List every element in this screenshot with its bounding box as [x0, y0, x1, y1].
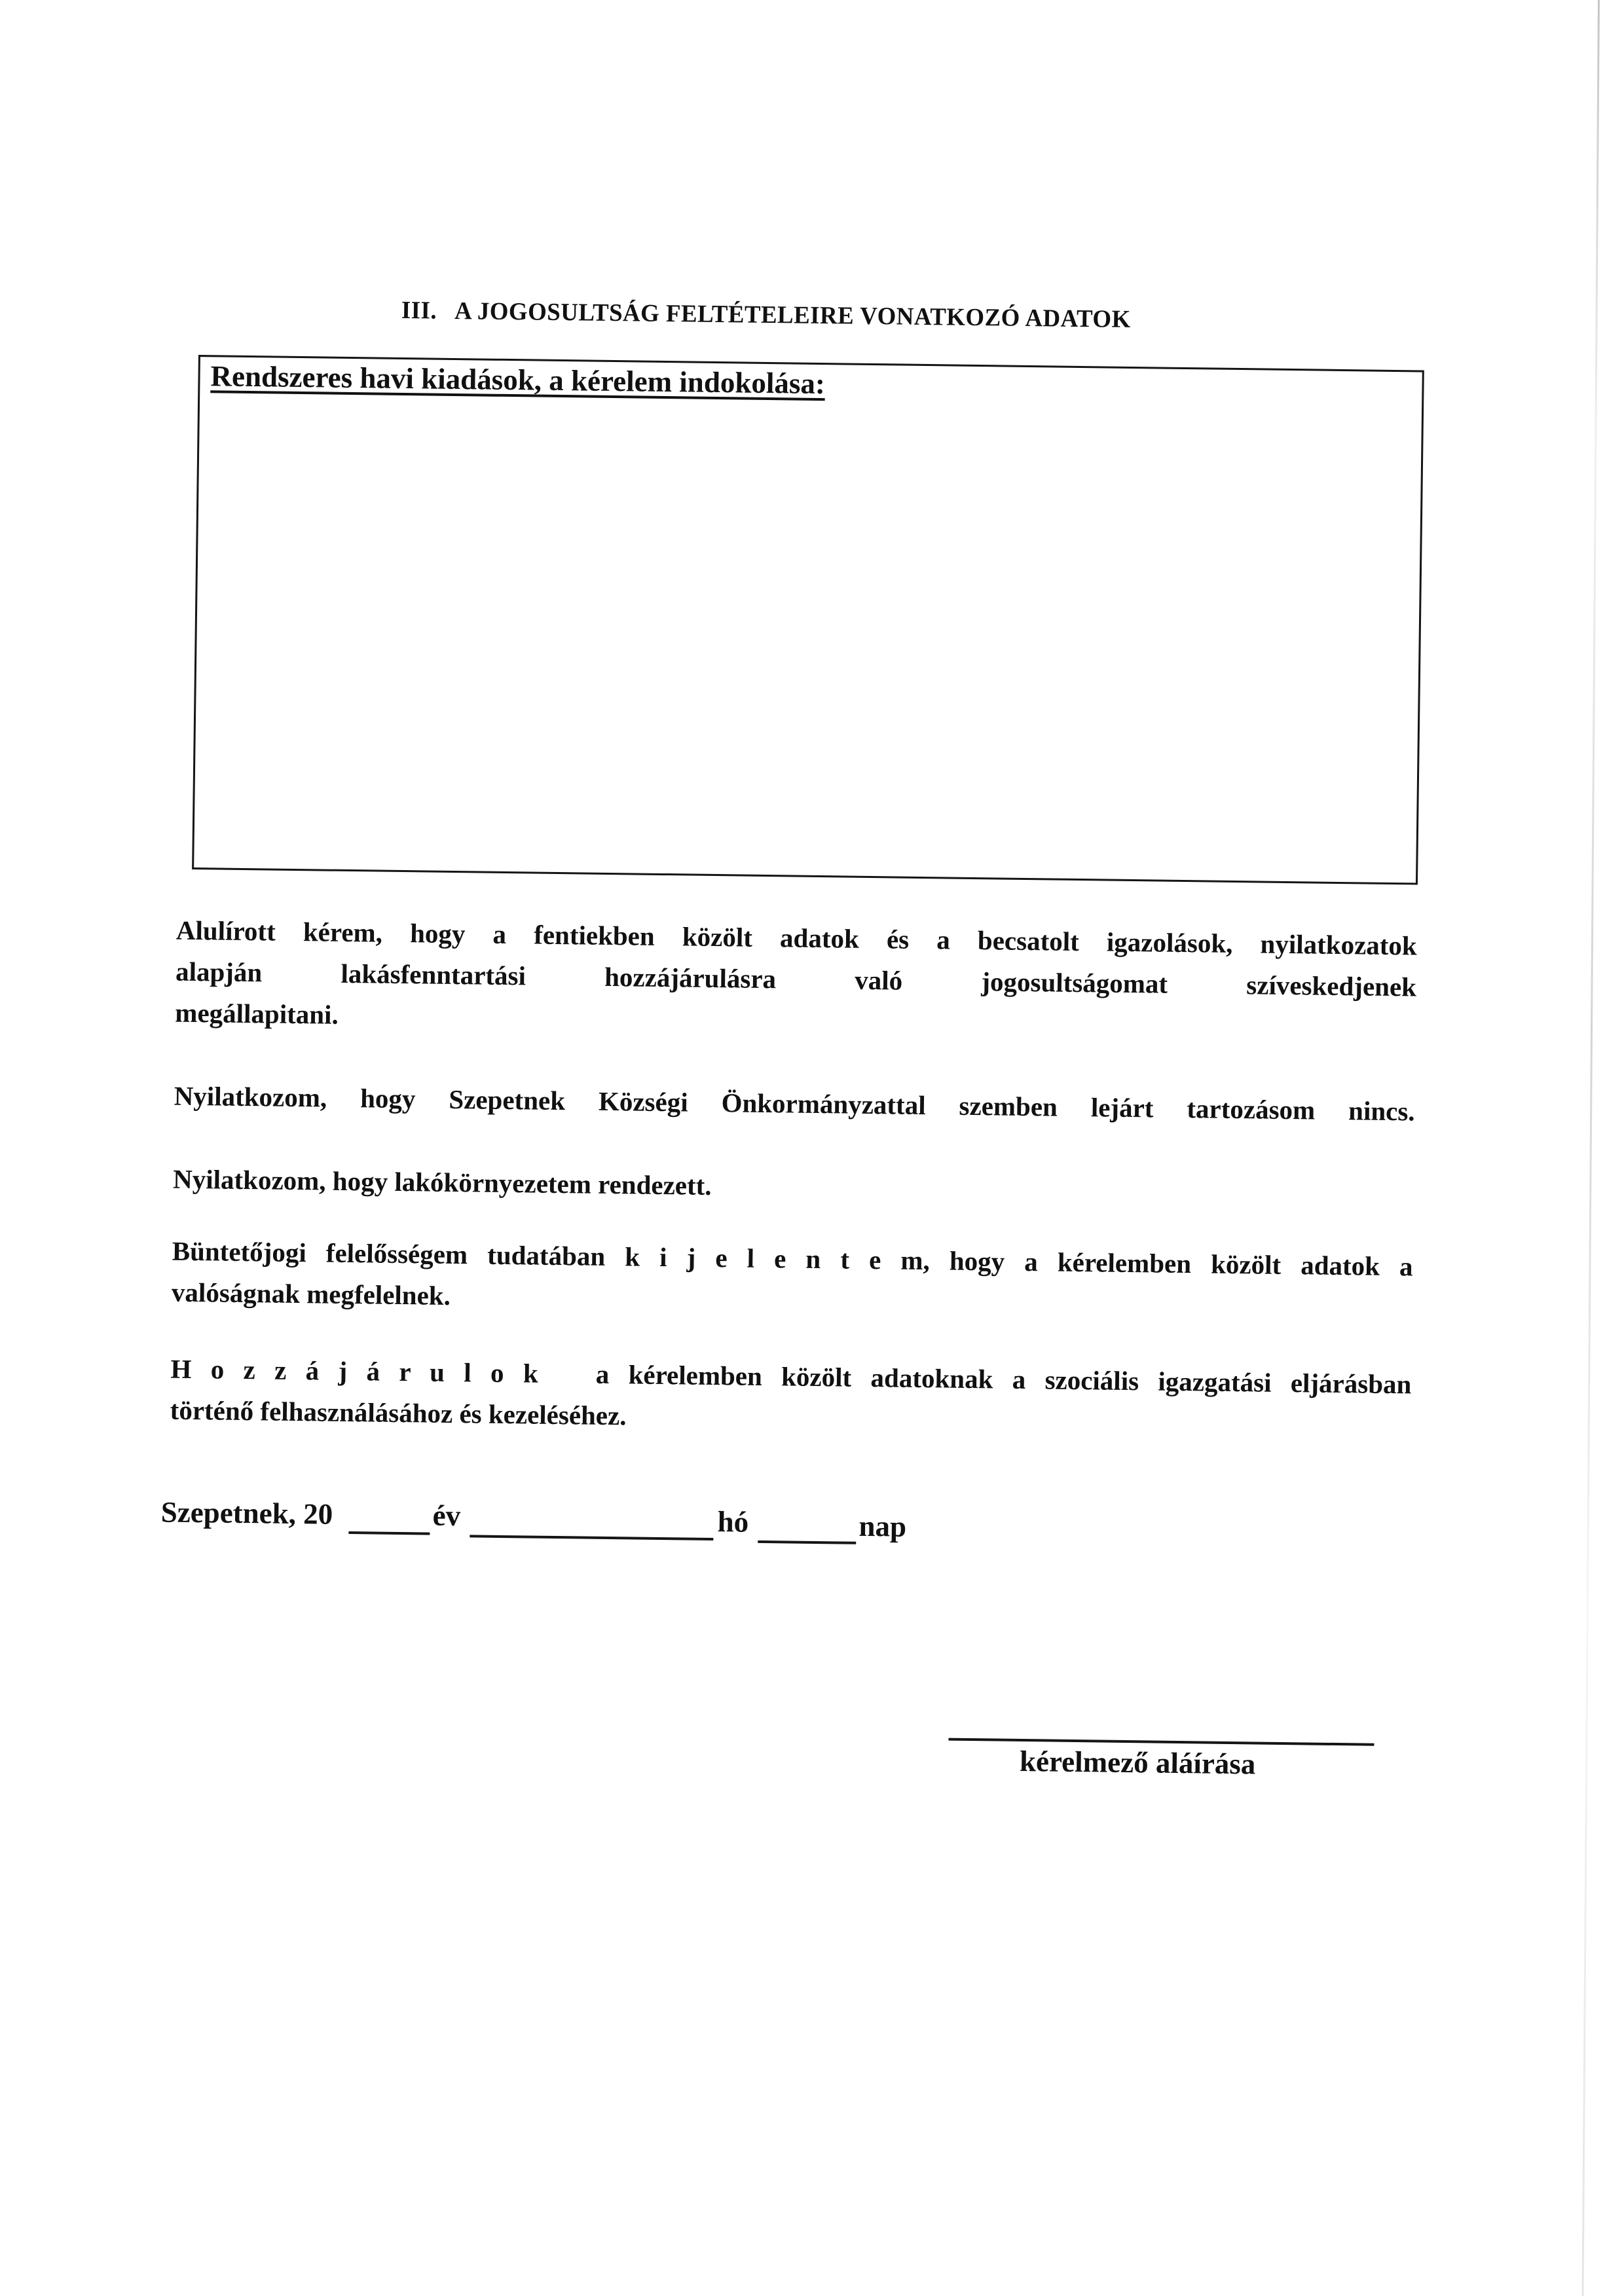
criminal-line-1-start: Büntetőjogi felelősségem tudatában [172, 1235, 606, 1271]
declare-word: k i j e l e n t e m [625, 1241, 923, 1276]
criminal-line-1-end: , hogy a kérelemben közölt adatok a [923, 1245, 1413, 1282]
signature-line[interactable] [948, 1738, 1374, 1746]
section-title [401, 296, 1131, 334]
day-field[interactable] [758, 1540, 856, 1544]
year-field[interactable] [348, 1531, 430, 1535]
place-prefix: Szepetnek, 20 [160, 1495, 333, 1531]
request-paragraph [175, 910, 1417, 1049]
no-debt-text: Nyilatkozom, hogy Szepetnek Községi Önkormányzattal szemben lejárt tartozásom nincs. [174, 1080, 1415, 1127]
consent-statement [170, 1349, 1411, 1447]
date-line [160, 1495, 907, 1543]
month-field[interactable] [470, 1535, 713, 1540]
year-label: év [432, 1499, 461, 1533]
consent-word: H o z z á j á r u l o k [170, 1353, 539, 1389]
no-debt-statement [174, 1076, 1415, 1133]
request-line-1: Alulírott kérem, hogy a fentiekben közölt adatok és a becsatolt igazolások, nyilatkozatok [175, 915, 1418, 961]
section-title-text: A JOGOSULTSÁG FELTÉTELEIRE VONATKOZÓ ADATOK [454, 297, 1132, 333]
criminal-line-2: valóságnak megfelelnek. [171, 1277, 451, 1311]
expense-box-heading: Rendszeres havi kiadások, a kérelem indokolása: [210, 359, 826, 401]
environment-statement [173, 1159, 1414, 1216]
signature-label: kérelmező aláírása [1019, 1744, 1256, 1781]
request-line-3: megállapitani. [175, 997, 339, 1030]
consent-line-2: történő felhasználásához és kezeléséhez. [170, 1394, 627, 1431]
consent-line-1-end: a kérelemben közölt adatoknak a szociális igazgatási eljárásban [595, 1358, 1412, 1400]
month-label: hó [717, 1505, 749, 1539]
expense-justification-box[interactable] [192, 355, 1424, 884]
environment-text: Nyilatkozom, hogy lakókörnyezetem rendezett. [172, 1163, 712, 1201]
request-line-2: alapján lakásfenntartási hozzájárulásra való jogosultságomat szíveskedjenek [175, 956, 1417, 1002]
section-number: III. [401, 296, 437, 325]
criminal-liability-statement [172, 1231, 1413, 1329]
day-label: nap [858, 1509, 907, 1543]
